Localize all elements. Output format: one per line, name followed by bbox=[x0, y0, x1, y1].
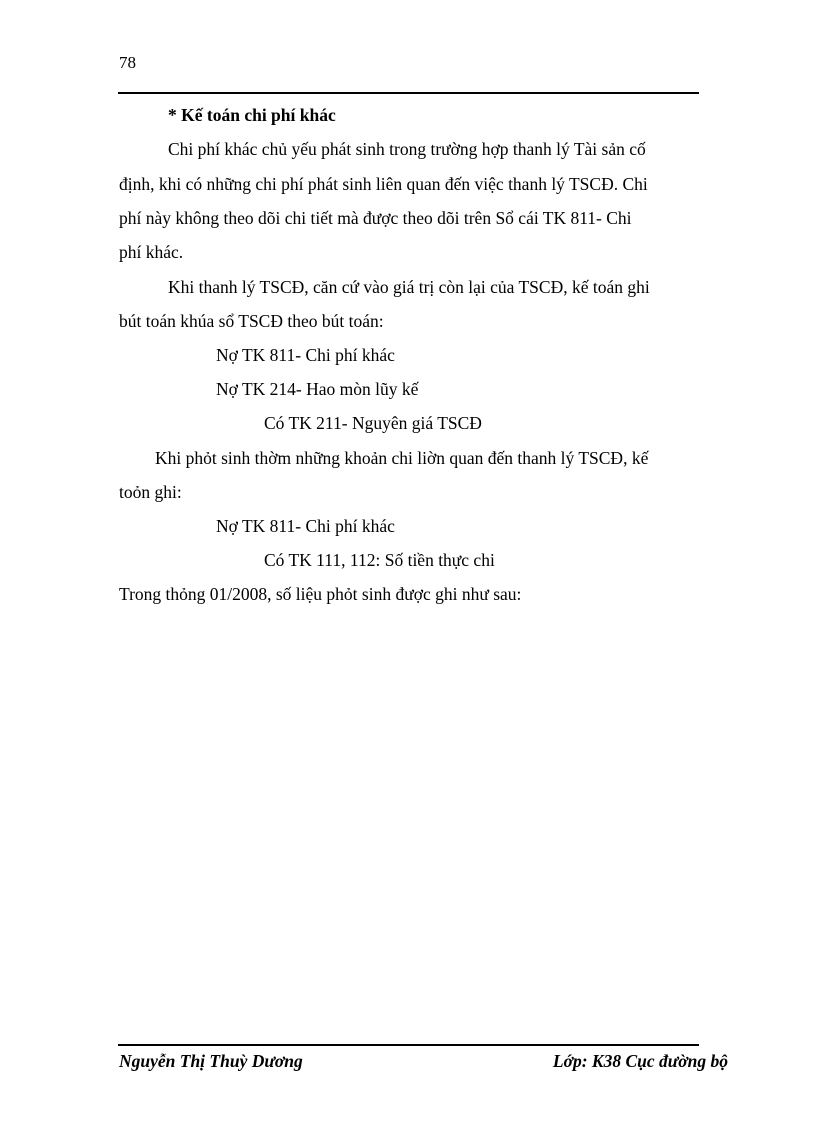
section-heading: * Kế toán chi phí khác bbox=[168, 105, 336, 125]
journal-entry-debit: Nợ TK 811- Chi phí khác bbox=[216, 516, 395, 536]
paragraph-line: Khi thanh lý TSCĐ, căn cứ vào giá trị còn lại của TSCĐ, kế toán ghi bbox=[168, 277, 650, 297]
journal-entry-credit: Có TK 211- Nguyên giá TSCĐ bbox=[264, 413, 482, 433]
journal-entry-credit: Có TK 111, 112: Số tiền thực chi bbox=[264, 550, 495, 570]
paragraph-line: phí này không theo dõi chi tiết mà được theo dõi trên Sổ cái TK 811- Chi bbox=[119, 208, 632, 228]
paragraph-line: Trong thỏng 01/2008, số liệu phỏt sinh được ghi như sau: bbox=[119, 584, 522, 604]
journal-entry-debit: Nợ TK 811- Chi phí khác bbox=[216, 345, 395, 365]
paragraph-line: định, khi có những chi phí phát sinh liên quan đến việc thanh lý TSCĐ. Chi bbox=[119, 174, 648, 194]
paragraph-line: toỏn ghi: bbox=[119, 482, 182, 502]
journal-entry-debit: Nợ TK 214- Hao mòn lũy kế bbox=[216, 379, 419, 399]
footer-class: Lớp: K38 Cục đường bộ bbox=[552, 1051, 728, 1071]
paragraph-line: phí khác. bbox=[119, 242, 184, 262]
header-rule bbox=[118, 92, 699, 94]
paragraph-line: Chi phí khác chủ yếu phát sinh trong trường hợp thanh lý Tài sản cố bbox=[168, 139, 646, 159]
paragraph-line: bút toán khúa sổ TSCĐ theo bút toán: bbox=[119, 311, 384, 331]
footer-rule bbox=[118, 1044, 699, 1046]
page-number: 78 bbox=[119, 53, 136, 72]
footer-author: Nguyễn Thị Thuỳ Dương bbox=[119, 1051, 303, 1071]
paragraph-line: Khi phỏt sinh thờm những khoản chi liờn quan đến thanh lý TSCĐ, kế bbox=[155, 448, 649, 468]
